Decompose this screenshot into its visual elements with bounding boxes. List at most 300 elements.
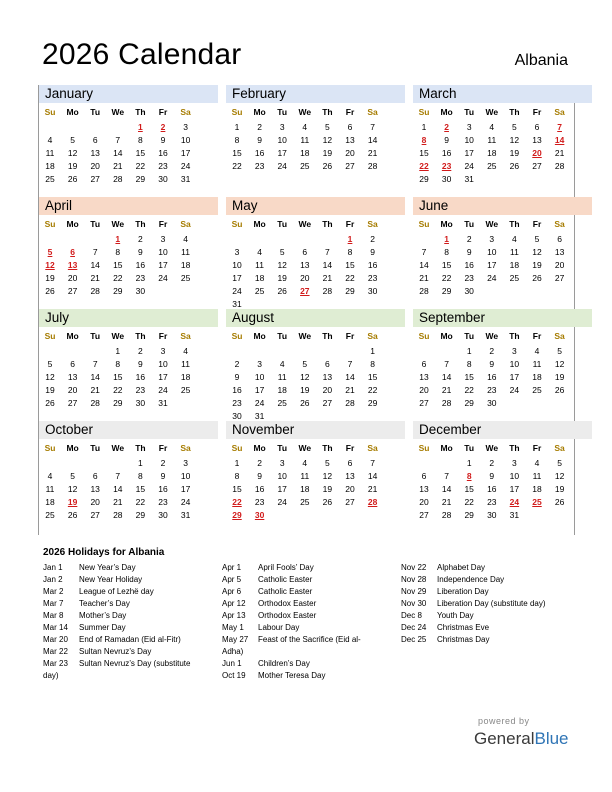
day-cell: 27 [67,286,78,296]
day-cell: 10 [254,372,265,382]
day-cell: 19 [322,148,333,158]
weekday-label: We [298,443,312,453]
holiday-day-cell: 22 [232,497,242,507]
day-cell: 5 [47,359,53,369]
weekday-label: We [298,107,312,117]
day-cell: 25 [254,286,265,296]
day-cell: 13 [419,372,429,382]
day-cell: 26 [277,286,287,296]
day-cell: 14 [367,471,378,481]
day-cell: 7 [92,247,98,257]
day-cell: 10 [158,247,168,257]
day-cell: 20 [67,385,78,395]
day-cell: 2 [138,346,143,356]
day-grid [226,122,405,202]
holiday-entry [401,622,571,634]
day-cell: 23 [232,398,242,408]
day-cell: 22 [135,161,146,171]
holiday-name: Christmas Eve [437,623,490,632]
day-cell: 18 [300,484,310,494]
holiday-name: Youth Day [437,611,474,620]
weekday-label: We [111,219,125,229]
holiday-date: Apr 12 [222,599,246,608]
day-cell: 21 [554,148,565,158]
day-cell: 19 [554,484,565,494]
weekday-label: Fr [158,443,168,453]
day-cell: 19 [322,484,333,494]
month-may [226,197,405,309]
day-cell: 5 [325,458,330,468]
day-cell: 11 [532,359,542,369]
day-cell: 19 [67,161,78,171]
day-grid [413,122,592,202]
day-cell: 11 [300,135,310,145]
weekday-label: Mo [253,443,266,453]
weekday-header [413,219,592,230]
weekday-header [413,331,592,342]
day-cell: 5 [302,359,308,369]
day-grid [39,458,218,538]
day-cell: 17 [180,484,191,494]
weekday-label: We [298,219,312,229]
day-cell: 18 [300,148,310,158]
holiday-day-cell: 13 [67,260,78,270]
weekday-label: Mo [66,331,79,341]
day-grid [413,458,592,538]
day-cell: 10 [277,135,287,145]
weekday-label: Su [44,107,56,117]
day-cell: 23 [367,273,378,283]
day-cell: 4 [302,122,308,132]
day-cell: 12 [554,471,565,481]
day-cell: 8 [234,135,240,145]
day-cell: 4 [489,122,495,132]
day-cell: 8 [138,471,143,481]
weekday-header [226,443,405,454]
holiday-name: Children’s Day [258,659,310,668]
day-cell: 9 [444,135,449,145]
day-cell: 8 [115,359,121,369]
day-cell: 4 [47,471,53,481]
day-cell: 13 [345,471,355,481]
day-cell: 26 [45,398,55,408]
day-cell: 3 [234,247,240,257]
day-cell: 24 [158,273,168,283]
day-cell: 28 [322,286,333,296]
day-cell: 3 [183,458,188,468]
month-name: December [413,421,592,439]
day-cell: 21 [113,497,123,507]
day-cell: 30 [487,510,497,520]
day-cell: 14 [367,135,378,145]
holiday-entry [222,670,392,682]
weekday-label: Th [322,443,333,453]
day-cell: 18 [45,497,55,507]
day-cell: 18 [180,372,191,382]
day-cell: 1 [138,458,143,468]
day-cell: 14 [113,484,123,494]
powered-by-label: powered by [478,716,530,726]
day-cell: 14 [90,260,100,270]
holiday-name: End of Ramadan (Eid al-Fitr) [79,635,181,644]
holidays-column-2 [222,562,392,682]
holiday-name: Orthodox Easter [258,611,317,620]
holiday-entry [43,622,213,634]
holiday-day-cell: 22 [419,161,429,171]
day-cell: 26 [67,510,78,520]
day-cell: 30 [158,174,168,184]
day-cell: 6 [302,247,308,257]
weekday-label: Sa [367,443,378,453]
day-cell: 19 [45,273,55,283]
weekday-label: Sa [554,443,565,453]
day-cell: 12 [554,359,565,369]
holiday-entry [401,634,571,646]
day-cell: 15 [419,148,429,158]
day-cell: 3 [257,359,262,369]
month-july [39,309,218,421]
holiday-day-cell: 19 [67,497,78,507]
weekday-label: Th [509,331,520,341]
month-october [39,421,218,533]
day-cell: 20 [322,385,333,395]
weekday-header [39,443,218,454]
day-cell: 13 [300,260,310,270]
holiday-name: Liberation Day [437,587,489,596]
holiday-name: Christmas Day [437,635,490,644]
day-cell: 30 [464,286,474,296]
weekday-label: Th [322,219,333,229]
day-cell: 20 [554,260,565,270]
holiday-day-cell: 27 [300,286,310,296]
day-cell: 27 [322,398,333,408]
holiday-entry [43,574,213,586]
holiday-date: Dec 8 [401,611,422,620]
weekday-label: Su [231,107,243,117]
weekday-label: Mo [253,219,266,229]
holiday-date: Oct 19 [222,671,246,680]
day-cell: 11 [300,471,310,481]
day-cell: 7 [92,359,98,369]
holiday-day-cell: 20 [532,148,542,158]
holiday-day-cell: 8 [421,135,427,145]
day-cell: 7 [325,247,330,257]
day-cell: 13 [345,135,355,145]
weekday-header [413,107,592,118]
day-cell: 24 [277,497,287,507]
weekday-label: We [111,331,125,341]
weekday-label: Th [509,219,520,229]
day-cell: 24 [232,286,242,296]
weekday-label: Th [135,331,146,341]
day-cell: 10 [158,359,168,369]
weekday-label: Mo [66,443,79,453]
weekday-label: Tu [277,331,288,341]
day-cell: 13 [90,484,100,494]
holiday-date: Jan 2 [43,575,63,584]
holiday-entry [43,658,213,682]
weekday-label: Fr [158,331,168,341]
day-cell: 20 [345,148,355,158]
day-cell: 27 [419,510,429,520]
weekday-label: Tu [464,107,475,117]
holiday-entry [222,622,392,634]
month-name: May [226,197,405,215]
day-cell: 21 [90,273,100,283]
day-cell: 8 [347,247,353,257]
holiday-date: Mar 2 [43,587,64,596]
day-cell: 2 [466,234,472,244]
weekday-label: Mo [253,107,266,117]
day-cell: 6 [92,471,98,481]
day-cell: 29 [367,398,378,408]
holiday-day-cell: 23 [441,161,452,171]
holiday-name: League of Lezhë day [79,587,154,596]
weekday-label: Sa [554,107,565,117]
day-grid [226,234,405,314]
day-cell: 15 [345,260,355,270]
month-name: July [39,309,218,327]
day-cell: 11 [45,484,55,494]
day-cell: 6 [347,122,353,132]
day-cell: 13 [90,148,100,158]
day-cell: 15 [232,484,242,494]
holiday-date: Nov 28 [401,575,427,584]
day-cell: 26 [509,161,520,171]
day-cell: 5 [512,122,517,132]
day-cell: 12 [509,135,520,145]
day-cell: 16 [158,148,168,158]
day-cell: 25 [532,385,542,395]
day-cell: 27 [90,174,100,184]
holiday-date: Apr 13 [222,611,246,620]
day-cell: 2 [257,458,262,468]
holiday-entry [401,610,571,622]
day-cell: 29 [419,174,429,184]
weekday-label: Sa [367,219,378,229]
weekday-label: Fr [345,107,355,117]
day-cell: 10 [232,260,242,270]
day-cell: 10 [509,471,520,481]
holiday-name: Independence Day [437,575,505,584]
day-cell: 18 [532,484,542,494]
day-cell: 6 [421,471,427,481]
month-name: November [226,421,405,439]
holiday-day-cell: 5 [47,247,53,257]
day-cell: 14 [113,148,123,158]
month-name: October [39,421,218,439]
day-cell: 19 [45,385,55,395]
day-cell: 28 [441,398,452,408]
day-cell: 21 [345,385,355,395]
day-cell: 26 [554,497,565,507]
day-cell: 23 [158,497,168,507]
day-cell: 2 [489,458,495,468]
day-cell: 14 [345,372,355,382]
holiday-name: Alphabet Day [437,563,486,572]
day-cell: 15 [113,372,123,382]
holiday-name-continued: Adha) [222,647,244,656]
day-cell: 3 [512,458,517,468]
day-cell: 24 [277,161,287,171]
day-cell: 17 [277,148,287,158]
day-cell: 7 [444,471,449,481]
day-cell: 14 [441,372,452,382]
weekday-header [226,107,405,118]
holiday-day-cell: 30 [254,510,265,520]
day-cell: 15 [367,372,378,382]
weekday-label: Fr [158,107,168,117]
day-cell: 2 [138,234,143,244]
day-cell: 2 [234,359,240,369]
day-grid [39,122,218,202]
day-cell: 9 [160,471,166,481]
day-cell: 21 [113,161,123,171]
holiday-day-cell: 6 [70,247,75,257]
day-cell: 28 [554,161,565,171]
day-cell: 24 [180,161,191,171]
month-name: April [39,197,218,215]
day-cell: 7 [347,359,353,369]
holiday-entry [222,658,392,670]
day-cell: 27 [90,510,100,520]
day-cell: 10 [180,471,191,481]
weekday-label: We [111,107,125,117]
day-cell: 4 [512,234,517,244]
day-cell: 18 [180,260,191,270]
holiday-entry [222,634,392,658]
day-cell: 9 [466,247,472,257]
day-cell: 17 [254,385,265,395]
day-cell: 15 [135,148,146,158]
day-cell: 17 [158,260,168,270]
day-cell: 10 [509,359,520,369]
day-cell: 1 [370,346,375,356]
day-cell: 6 [557,234,562,244]
day-cell: 3 [466,122,472,132]
weekday-label: Tu [464,219,475,229]
day-cell: 3 [160,234,166,244]
holiday-name: Summer Day [79,623,126,632]
day-cell: 4 [257,247,262,257]
day-cell: 7 [115,471,121,481]
holiday-entry [222,598,392,610]
holiday-day-cell: 12 [45,260,55,270]
day-cell: 3 [489,234,495,244]
day-cell: 20 [419,497,429,507]
day-cell: 1 [234,122,240,132]
day-cell: 18 [509,260,520,270]
holiday-date: Mar 20 [43,635,68,644]
day-cell: 11 [181,247,190,257]
day-cell: 10 [487,247,497,257]
day-cell: 31 [180,510,191,520]
day-cell: 21 [441,497,452,507]
day-cell: 18 [254,273,265,283]
day-cell: 14 [322,260,333,270]
holiday-day-cell: 28 [367,497,378,507]
day-cell: 23 [254,161,265,171]
holiday-date: Dec 25 [401,635,427,644]
holiday-date: Apr 1 [222,563,242,572]
weekday-label: Fr [532,219,542,229]
day-cell: 28 [113,174,123,184]
day-cell: 15 [441,260,452,270]
holiday-name: New Year’s Day [79,563,136,572]
day-cell: 10 [180,135,191,145]
holiday-date: Apr 6 [222,587,242,596]
day-cell: 22 [135,497,146,507]
month-name: September [413,309,592,327]
day-cell: 20 [345,484,355,494]
day-cell: 15 [232,148,242,158]
day-cell: 12 [67,148,78,158]
day-cell: 17 [487,260,497,270]
holiday-day-cell: 7 [557,122,562,132]
weekday-label: Fr [158,219,168,229]
day-cell: 22 [345,273,355,283]
weekday-label: Su [418,219,430,229]
weekday-label: Su [44,219,56,229]
day-cell: 29 [345,286,355,296]
day-cell: 31 [464,174,474,184]
day-grid [413,346,592,426]
day-cell: 11 [181,359,190,369]
day-cell: 20 [419,385,429,395]
weekday-label: We [298,331,312,341]
day-cell: 11 [532,471,542,481]
page-title: 2026 Calendar [42,38,242,71]
month-april [39,197,218,309]
day-cell: 26 [45,286,55,296]
day-cell: 26 [322,497,333,507]
day-cell: 2 [370,234,375,244]
day-cell: 24 [487,273,497,283]
day-cell: 3 [183,122,188,132]
month-name: January [39,85,218,103]
day-cell: 11 [45,148,55,158]
month-march [413,85,592,197]
weekday-label: Su [418,107,430,117]
day-cell: 23 [464,273,474,283]
month-june [413,197,592,309]
day-cell: 14 [90,372,100,382]
day-cell: 16 [135,372,146,382]
day-cell: 18 [277,385,287,395]
weekday-label: Th [509,443,520,453]
weekday-label: Su [231,331,243,341]
day-cell: 28 [419,286,429,296]
day-cell: 24 [158,385,168,395]
day-cell: 9 [489,359,495,369]
day-cell: 28 [90,286,100,296]
weekday-label: Sa [367,107,378,117]
day-cell: 27 [67,398,78,408]
weekday-header [226,219,405,230]
day-cell: 5 [557,458,562,468]
holiday-day-cell: 1 [138,122,143,132]
generalblue-logo[interactable] [474,729,569,749]
month-february [226,85,405,197]
day-cell: 10 [464,135,474,145]
day-cell: 1 [115,346,121,356]
holidays-column-1 [43,562,213,682]
brand-blue: Blue [534,729,569,748]
day-cell: 29 [113,398,123,408]
day-cell: 25 [277,398,287,408]
holidays-column-3 [401,562,571,646]
holiday-day-cell: 1 [115,234,121,244]
